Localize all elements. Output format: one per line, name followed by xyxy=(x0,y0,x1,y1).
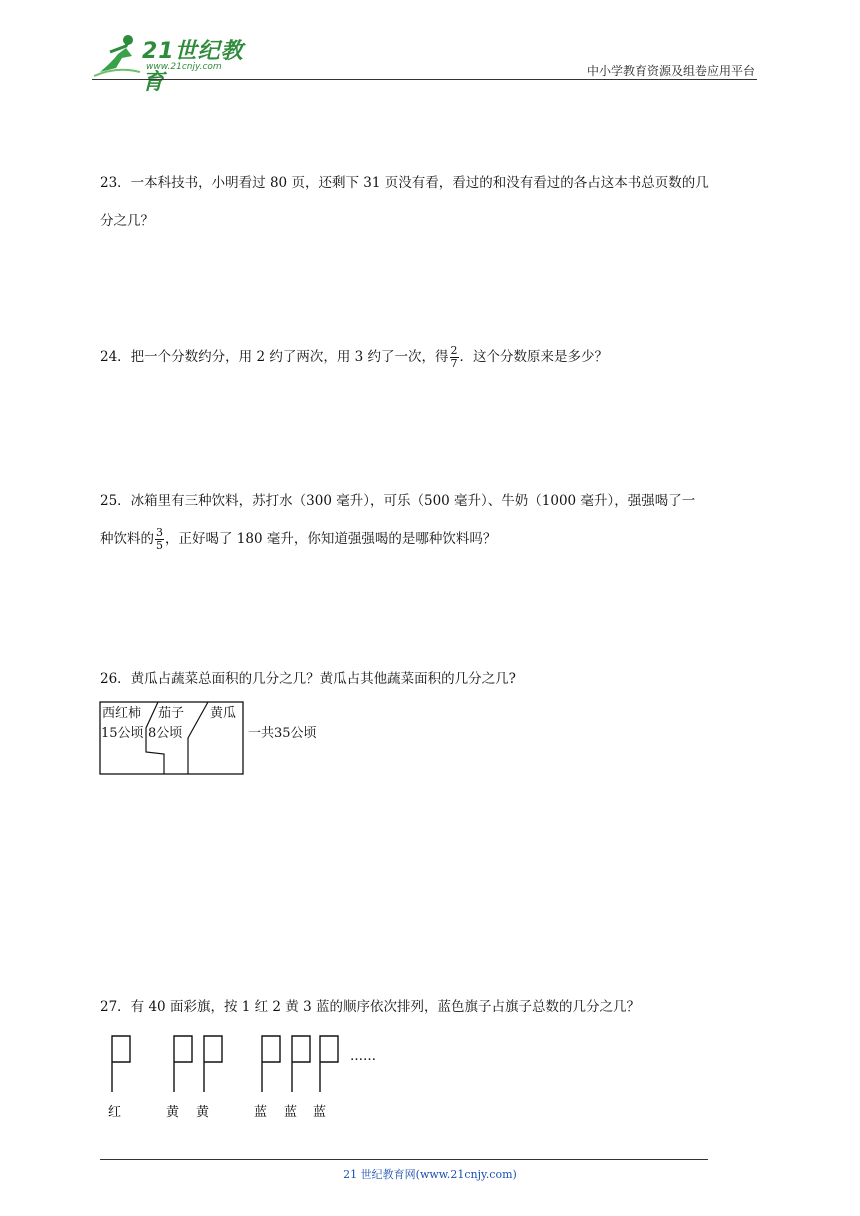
question-23-line1: 23．一本科技书，小明看过 80 页，还剩下 31 页没有看，看过的和没有看过的各占这本书总页数的几 xyxy=(100,175,709,191)
question-25-fraction xyxy=(155,527,164,552)
fraction-denominator: 5 xyxy=(156,539,163,552)
fraction-denominator: 7 xyxy=(450,357,458,370)
footer-divider xyxy=(100,1159,708,1160)
question-23 xyxy=(100,164,765,240)
diagram-cucumber-name: 黄瓜 xyxy=(210,706,237,721)
flag-label-red: 红 xyxy=(108,1105,122,1120)
fraction-numerator: 3 xyxy=(156,526,163,539)
flag-label-yellow-1: 黄 xyxy=(166,1105,180,1120)
question-25-line1: 25．冰箱里有三种饮料，苏打水（300 毫升），可乐（500 毫升）、牛奶（1000 毫升），强强喝了一 xyxy=(100,493,696,509)
flag-yellow-1 xyxy=(174,1036,192,1092)
flag-blue-3 xyxy=(320,1036,338,1092)
question-24 xyxy=(100,338,765,376)
fraction-numerator: 2 xyxy=(450,344,458,357)
logo-text: 21世纪教育 xyxy=(142,39,244,95)
flag-label-blue-1: 蓝 xyxy=(254,1105,268,1120)
header-divider xyxy=(92,79,757,80)
flag-sequence-diagram xyxy=(100,1030,420,1125)
question-27-text: 27．有 40 面彩旗，按 1 红 2 黄 3 蓝的顺序依次排列，蓝色旗子占旗子总数的几分之几？ xyxy=(100,999,640,1015)
question-25 xyxy=(100,482,765,558)
diagram-divider-eggplant xyxy=(188,702,208,774)
flag-label-blue-2: 蓝 xyxy=(284,1105,298,1120)
flag-blue-2 xyxy=(292,1036,310,1092)
flag-red xyxy=(112,1036,130,1092)
question-24-fraction xyxy=(450,345,459,370)
diagram-tomato-area: 15公顷 xyxy=(101,726,144,741)
flag-ellipsis: …… xyxy=(350,1049,376,1064)
diagram-tomato-name: 西红柿 xyxy=(102,706,142,721)
site-logo xyxy=(92,32,262,95)
question-26-text: 26．黄瓜占蔬菜总面积的几分之几？黄瓜占其他蔬菜面积的几分之几? xyxy=(100,671,516,687)
footer-link[interactable]: 21 世纪教育网(www.21cnjy.com) xyxy=(343,1168,517,1181)
question-26 xyxy=(100,660,765,698)
question-23-line2: 分之几？ xyxy=(100,213,154,229)
header-platform-text: 中小学教育资源及组卷应用平台 xyxy=(586,64,755,78)
diagram-eggplant-name: 茄子 xyxy=(158,706,185,721)
diagram-total: 一共35公顷 xyxy=(248,726,317,741)
flag-yellow-2 xyxy=(204,1036,222,1092)
flag-blue-1 xyxy=(262,1036,280,1092)
question-25-line2 xyxy=(100,520,765,558)
question-24-text-before: 24．把一个分数约分，用 2 约了两次，用 3 约了一次，得 xyxy=(100,349,449,365)
diagram-eggplant-area: 8公顷 xyxy=(148,726,183,741)
flag-label-blue-3: 蓝 xyxy=(313,1105,327,1120)
question-25-line2-after: ，正好喝了 180 毫升，你知道强强喝的是哪种饮料吗？ xyxy=(165,531,497,547)
question-24-text-after: ．这个分数原来是多少？ xyxy=(459,349,609,365)
runner-logo-icon xyxy=(92,32,142,78)
question-25-line2-before: 种饮料的 xyxy=(100,531,154,547)
question-27 xyxy=(100,988,765,1026)
logo-url: www.21cnjy.com xyxy=(146,62,222,72)
vegetable-area-diagram xyxy=(98,700,338,778)
flag-label-yellow-2: 黄 xyxy=(196,1105,210,1120)
